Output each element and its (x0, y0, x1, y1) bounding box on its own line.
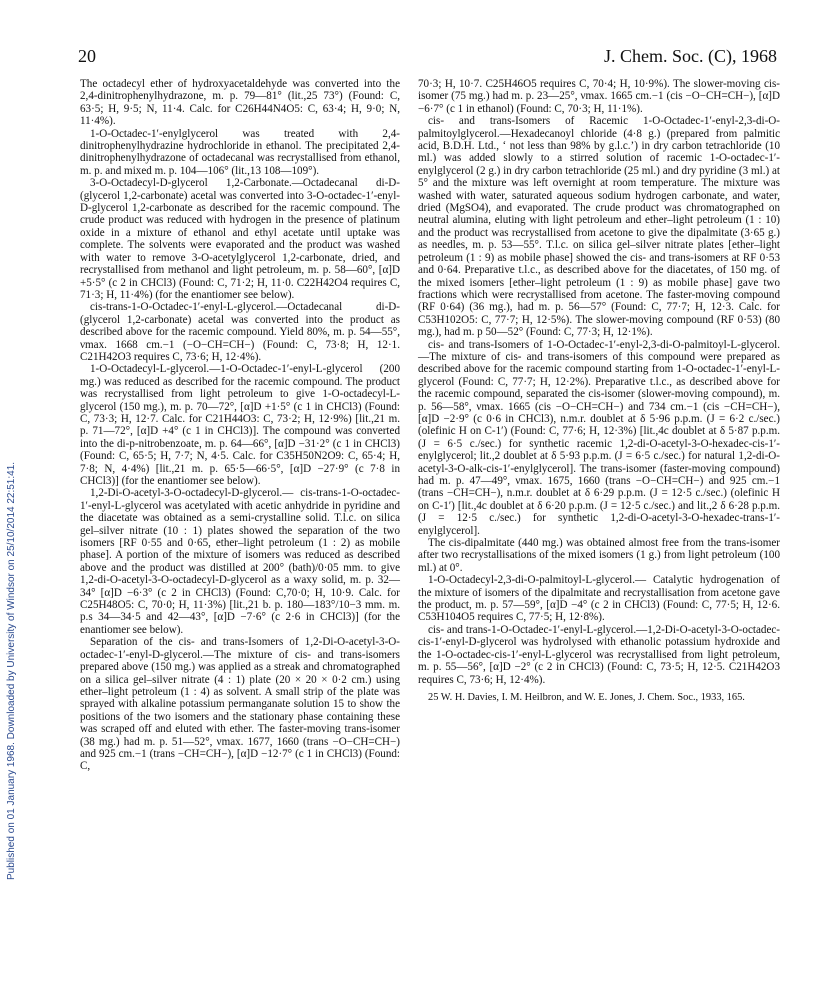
paragraph: cis- and trans-1-O-Octadec-1′-enyl-L-glycerol.—1,2-Di-O-acetyl-3-O-octadec-cis-1′-enyl-D-glycerol was hydrolysed with ethanolic potassium hydroxide and the 1-O-octadec-cis-1′-enyl-L-glycerol was recrystallised from light petroleum, m. p. 55—56°, [α]D −2° (c 2 in CHCl3) (Found: C, 73·5; H, 12·5. C21H42O3 requires C, 73·6; H, 12·4%). (418, 623, 780, 686)
sidebar-text: Published on 01 January 1968. Downloaded by University of Windsor on 25/10/2014 22:51:41. (6, 461, 17, 880)
paragraph: 1-O-Octadecyl-L-glycerol.—1-O-Octadec-1′-enyl-L-glycerol (200 mg.) was reduced as described for the racemic compound. The product was recrystallised from light petroleum to give 1-O-octadecyl-L-glycerol (150 mg.), m. p. 70—72°, [α]D +1·5° (c 1 in CHCl3) (Found: C, 73·3; H, 12·7. Calc. for C21H44O3: C, 73·2; H, 12·9%) [lit.,21 m. p. 71—72°, [α]D +4° (c 1 in CHCl3)]. The compound was converted into the di-p-nitrobenzoate, m. p. 64—66°, [α]D −31·2° (c 1 in CHCl3) (Found: C, 65·5; H, 7·7; N, 4·5. Calc. for C35H50N2O9: C, 65·4; H, 7·8; N, 4·4%) [lit.,21 m. p. 65·5—66·5°, [α]D −27·9° (c 7·8 in CHCl3)] (for the enantiomer see below). (80, 363, 400, 487)
paragraph: The octadecyl ether of hydroxyacetaldehyde was converted into the 2,4-dinitrophenylhydrazone, m. p. 79—81° (lit.,25 73°) (Found: C, 63·5; H, 9·5; N, 11·4. Calc. for C26H44N4O5: C, 63·4; H, 9·0; N, 11·4%). (80, 78, 400, 128)
paragraph: cis- and trans-Isomers of 1-O-Octadec-1′-enyl-2,3-di-O-palmitoyl-L-glycerol.—The mixture of cis- and trans-isomers of this compound were prepared as described above for the racemic compound starting from 1-O-octadec-1′-enyl-L-glycerol (Found: C, 77·7; H, 12·2%). Preparative t.l.c., as described above for the racemic compound, separated the cis-isomer (slower-moving compound), m. p. 56—58°, νmax. 1665 (cis −O−CH=CH−) and 734 cm.−1 (cis −CH=CH−), [α]D −2·9° (c 0·6 in CHCl3), n.m.r. doublet at δ 5·96 p.p.m. (J = 6·2 c./sec.) (olefinic H on C-1′) (Found: C, 77·6; H, 12·3%) [lit.,4c doublet at δ 5·87 p.p.m. (J = 6·5 c./sec.) for synthetic racemic 1,2-di-O-acetyl-3-O-hexadec-cis-1′-enylglycerol; lit.,2 doublet at δ 5·93 p.p.m. (J = 6·5 c./sec.) for natural 1,2-di-O-acetyl-3-O-alk-cis-1′-enylglycerol]. The trans-isomer (faster-moving compound) had m. p. 47—49°, νmax. 1675, 1660 (trans −O−CH=CH−) and 925 cm.−1 (trans −CH=CH−), n.m.r. doublet at δ 6·29 p.p.m. (J = 12·5 c./sec.) (olefinic H on C-1′) [lit.,4c doublet at δ 6·20 p.p.m. (J = 12·5 c./sec.) and lit.,2 δ 6·28 p.p.m. (J = 12·5 c./sec.) for synthetic 1,2-di-O-acetyl-3-O-hexadec-trans-1′-enylglycerol]. (418, 338, 780, 537)
paragraph: 1,2-Di-O-acetyl-3-O-octadecyl-D-glycerol.— cis-trans-1-O-octadec-1′-enyl-L-glycerol was acetylated with acetic anhydride in pyridine and the diacetate was obtained as a semi-crystalline solid. T.l.c. on silica gel–silver nitrate (10 : 1) plates showed the separation of the two isomers [RF 0·55 and 0·65, ether–light petroleum (1 : 2) as mobile phase]. A portion of the mixture of isomers was reduced as described above and the product was distilled at 200° (bath)/0·05 mm. to give 1,2-di-O-acetyl-3-O-octadecyl-D-glycerol as a waxy solid, m. p. 32—34° [α]D −6·3° (c 2 in CHCl3) (Found: C,70·0; H, 10·9. Calc. for C25H48O5: C, 70·0; H, 11·3%) [lit.,21 b. p. 180—183°/10−3 mm. m. p.s 34—34·5 and 42—43°, [α]D −7·6° (c 2·6 in CHCl3)] (for the enantiomer see below). (80, 487, 400, 636)
footnote: 25 W. H. Davies, I. M. Heilbron, and W. E. Jones, J. Chem. Soc., 1933, 165. (428, 691, 745, 703)
paragraph: cis- and trans-Isomers of Racemic 1-O-Octadec-1′-enyl-2,3-di-O-palmitoylglycerol.—Hexadecanoyl chloride (4·8 g.) (prepared from palmitic acid, B.D.H. Ltd., ‘ not less than 98% by g.l.c.’) in dry carbon tetrachloride (10 ml.) was added slowly to a stirred solution of racemic 1-O-octadec-1′-enylglycerol (2 g.) in dry carbon tetrachloride (25 ml.) and dry pyridine (3 ml.) at 5° and the mixture was left overnight at room temperature. The mixture was washed with water, saturated aqueous sodium hydrogen carbonate, and water, dried (MgSO4), and evaporated. The crude product was chromatographed on neutral alumina, eluting with light petroleum and ether–light petroleum (1 : 10) and the product was recrystallised from acetone to give the dipalmitate (3·65 g.) as needles, m. p. 53—55°. T.l.c. on silica gel–silver nitrate plates [ether–light petroleum (1 : 9) as mobile phase] showed the cis- and trans-isomers at RF 0·53 and 0·64. Preparative t.l.c., as described above for the diacetates, of 150 mg. of the mixed isomers [ether–light petroleum (1 : 9) as mobile phase] gave two fractions which were recrystallised from acetone. The faster-moving compound (RF 0·64) (36 mg.), had m. p. 56—57° (Found: C, 77·7; H, 12·3. Calc. for C53H102O5: C, 77·7; H, 12·5%). The slower-moving compound (RF 0·53) (80 mg.), had m. p 50—52° (Found: C, 77·3; H, 12·1%). (418, 115, 780, 339)
paragraph: The cis-dipalmitate (440 mg.) was obtained almost free from the trans-isomer after two recrystallisations of the mixed isomers (1 g.) from light petroleum (100 ml.) at 0°. (418, 537, 780, 574)
paragraph: Separation of the cis- and trans-Isomers of 1,2-Di-O-acetyl-3-O-octadec-1′-enyl-D-glycerol.—The mixture of cis- and trans-isomers prepared above (150 mg.) was applied as a streak and chromatographed on a silica gel–silver nitrate (4 : 1) plate (20 × 20 × 0·2 cm.) using ether–light petroleum (1 : 4) as solvent. A small strip of the plate was sprayed with alkaline potassium permanganate solution 15 to show the positions of the two isomers and the stationary phase containing these was scraped off and eluted with ether. The faster-moving trans-isomer (38 mg.) had m. p. 51—52°, νmax. 1677, 1660 (trans −O−CH=CH−) and 925 cm.−1 (trans −CH=CH−), [α]D −12·7° (c 1 in CHCl3) (Found: C, (80, 636, 400, 773)
publication-sidebar (6, 120, 24, 880)
paragraph: cis-trans-1-O-Octadec-1′-enyl-L-glycerol.—Octadecanal di-D-(glycerol 1,2-carbonate) acetal was converted into the product as described above for the racemic compound. Yield 80%, m. p. 54—55°, νmax. 1668 cm.−1 (−O−CH=CH−) (Found: C, 73·8; H, 12·1. C21H42O3 requires C, 73·6; H, 12·4%). (80, 301, 400, 363)
right-column (418, 78, 780, 704)
journal-header: J. Chem. Soc. (C), 1968 (604, 46, 777, 66)
paragraph: 3-O-Octadecyl-D-glycerol 1,2-Carbonate.—Octadecanal di-D-(glycerol 1,2-carbonate) acetal was converted into 3-O-octadec-1′-enyl-D-glycerol 1,2-carbonate as described for the racemic compound. The crude product was reduced with hydrogen in the presence of platinum oxide in a mixture of ethanol and ethyl acetate until uptake was complete. The solvents were evaporated and the product was washed with water to remove 3-O-acetylglycerol 1,2-carbonate, dried, and recrystallised from methanol and light petroleum, m. p. 58—60°, [α]D +5·5° (c 2 in CHCl3) (Found: C, 71·2; H, 11·0. C22H42O4 requires C, 71·3; H, 11·4%) (for the enantiomer see below). (80, 177, 400, 301)
paragraph: 70·3; H, 10·7. C25H46O5 requires C, 70·4; H, 10·9%). The slower-moving cis-isomer (75 mg.) had m. p. 23—25°, νmax. 1665 cm.−1 (cis −O−CH=CH−), [α]D −6·7° (c 1 in ethanol) (Found: C, 70·3; H, 11·1%). (418, 78, 780, 115)
paragraph: 1-O-Octadec-1′-enylglycerol was treated with 2,4-dinitrophenylhydrazine hydrochloride in ethanol. The precipitated 2,4-dinitrophenylhydrazone of octadecanal was recrystallised from ethanol, m. p. and mixed m. p. 104—106° (lit.,13 108—109°). (80, 127, 400, 177)
paragraph: 1-O-Octadecyl-2,3-di-O-palmitoyl-L-glycerol.— Catalytic hydrogenation of the mixture of isomers of the dipalmitate and recrystallisation from acetone gave the product, m. p. 57—59°, [α]D −4° (c 2 in CHCl3) (Found: C, 77·5; H, 12·6. C53H104O5 requires C, 77·5; H, 12·8%). (418, 574, 780, 624)
left-column (80, 78, 400, 773)
page-number: 20 (78, 46, 96, 66)
